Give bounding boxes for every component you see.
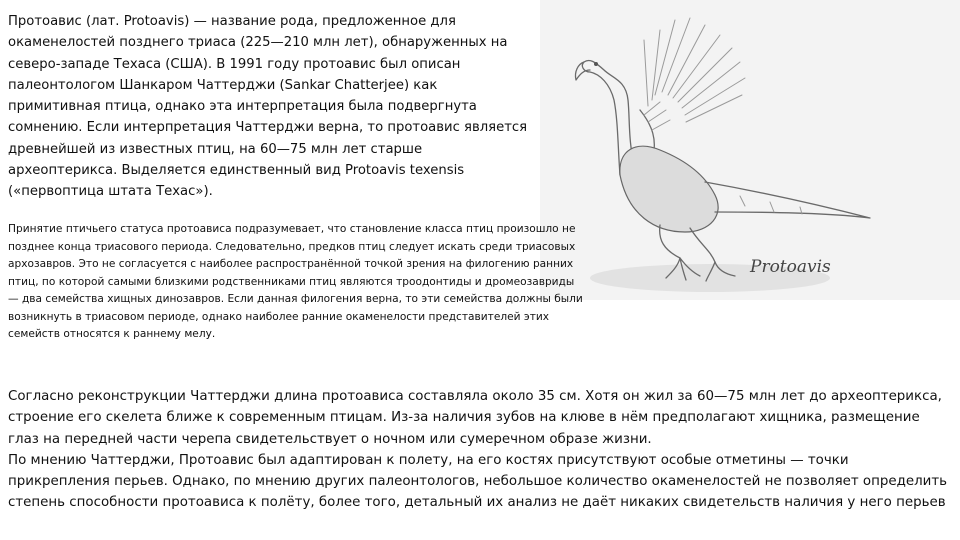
reconstruction-paragraph: Согласно реконструкции Чаттерджи длина протоависа составляла около 35 см. Хотя он жил за 60—75 млн лет до археоптерикса, строение его скелета ближе к современным птицам. Из-за наличия зубов на клюве в нём предполагают хищника, размещение глаз на передней части черепа свидетельствует о ночном или сумеречном образе жизни.: [8, 389, 942, 447]
flight-paragraph: По мнению Чаттерджи, Протоавис был адаптирован к полету, на его костях присутствуют особые отметины — точки прикрепления перьев. Однако, по мнению других палеонтологов, небольшое количество окаменелостей не позволяет определить степень способности протоависа к полёту, более того, детальный их анализ не даёт никаких свидетельств наличия у него перьев: [8, 452, 948, 511]
protoavis-sketch: [540, 0, 960, 300]
intro-paragraph: Протоавис (лат. Protoavis) — название рода, предложенное для окаменелостей позднего триаса (225—210 млн лет), обнаруженных на северо-западе Техаса (США). В 1991 году протоавис был описан палеонтологом Шанкаром Чаттерджи (Sankar Chatterjee) как примитивная птица, однако эта интерпретация была подвергнута сомнению. Если интерпретация Чаттерджи верна, то протоавис является древнейшей из известных птиц, на 60—75 млн лет старше археоптерикса. Выделяется единственный вид Protoavis texensis («первоптица штата Техас»).: [8, 14, 528, 200]
bottom-text-block: [8, 386, 953, 514]
sketch-signature: Protoavis: [750, 257, 831, 277]
phylogeny-paragraph: Принятие птичьего статуса протоависа подразумевает, что становление класса птиц произошло не позднее конца триасового периода. Следовательно, предков птиц следует искать среди триасовых архозавров. Это не согласуется с наиболее распространённой точкой зрения на филогению ранних птиц, по которой самыми близкими родственниками птиц являются троодонтиды и дромеозавриды — два семейства хищных динозавров. Если данная филогения верна, то эти семейства должны были возникнуть в триасовом периоде, однако наиболее ранние окаменелости представителей этих семейств относятся к раннему мелу.: [8, 223, 583, 340]
